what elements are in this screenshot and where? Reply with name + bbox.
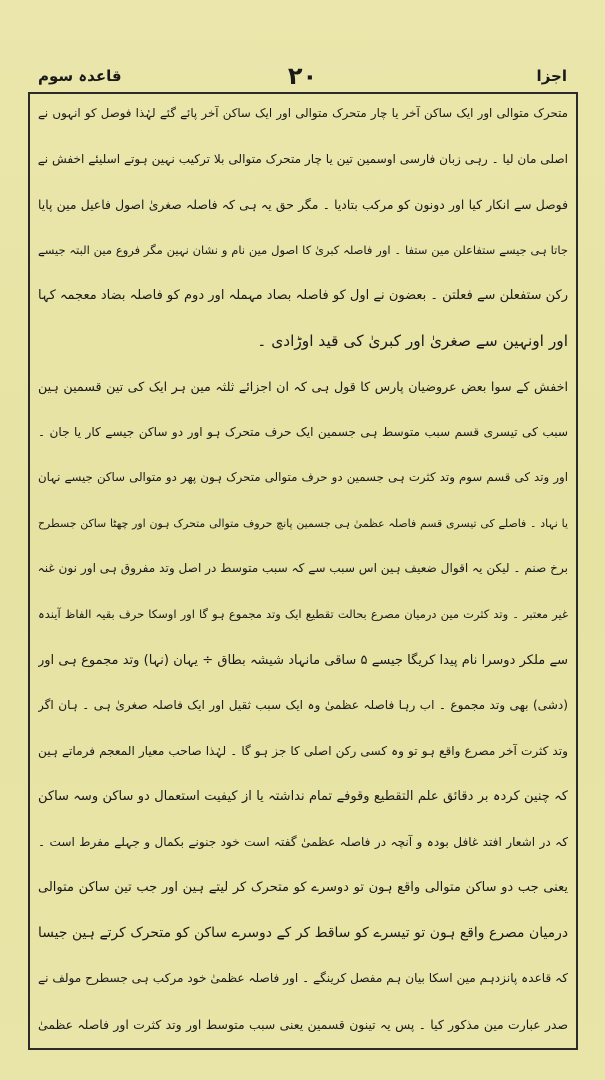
text-line: یعنی جب دو ساکن متوالی واقع ہون تو دوسرے کو متحرک کر لیتے ہین اور جب تین ساکن متوالی (38, 880, 568, 896)
text-line: سے ملکر دوسرا نام پیدا کریگا جیسے ۵ ساقی مانہاد شیشہ بطاق ÷ یہان (نہا) وتد مجموع ہی اور (38, 652, 568, 668)
text-line: اور وتد کی قسم سوم وتد کثرت ہی جسمین دو حرف متوالی متحرک ہون پھر دو متوالی ساکن جیسے نہان (38, 470, 568, 485)
text-frame (28, 92, 578, 1050)
page-header (38, 58, 567, 94)
text-line: درمیان مصرع واقع ہون تو تیسرے کو ساقط کر کے دوسرے ساکن کو متحرک کرتے ہین جیسا (38, 924, 568, 941)
text-line: کہ چنین کردہ بر دقائق علم التقطیع وقوفے تمام نداشتہ یا از کیفیت استعمال دو ساکن وسہ ساکن (38, 789, 568, 805)
text-line: صدر عبارت مین مذکور کیا ۔ پس یہ تینون قسمین یعنی سبب متوسط اور وتد کثرت اور فاصلہ عظمیٰ (38, 1016, 568, 1032)
chapter-title: قاعدہ سوم (38, 67, 122, 85)
text-line: (دشی) بھی وتد مجموع ۔ اب رہا فاصلہ عظمیٰ وہ ایک سبب ثقیل اور ایک فاصلہ صغریٰ ہی ۔ ہان اگر (38, 698, 568, 713)
text-line: کہ در اشعار افتد غافل بودہ و آنچہ در فاصلہ عظمیٰ گفتہ است خود جنونے بکمال و جہلے مفرط است ۔ (38, 834, 568, 849)
text-line: اصلی مان لیا ۔ رہی زبان فارسی اوسمین تین یا چار متحرک متوالی بلا ترکیب نہین ہوتے اسلیئے اخفش نے (38, 151, 568, 166)
text-line: کہ قاعدہ پانزدہم مین اسکا بیان ہم مفصل کرینگے ۔ اور فاصلہ عظمیٰ خود مرکب ہی جسطرح مولف نے (38, 971, 568, 986)
text-line: جاتا ہی جیسے ستفاعلن مین ستفا ۔ اور فاصلہ کبریٰ کا اصول مین نام و نشان نہین مگر فروع مین البتہ جیسے (38, 242, 568, 257)
text-line: رکن ستفعلن سے فعلتن ۔ بعضون نے اول کو فاصلہ بصاد مہملہ اور دوم کو فاصلہ بضاد معجمہ کہا (38, 288, 568, 304)
text-line: سبب کی تیسری قسم سبب متوسط ہی جسمین ایک حرف متحرک ہو اور دو ساکن جیسے کار یا جان ۔ (38, 424, 568, 439)
text-line: یا نہاد ۔ فاصلے کی تیسری قسم فاصلہ عظمیٰ ہی جسمین پانچ حروف متوالی متحرک ہون اور چھٹا ساکن جسطرح (38, 516, 568, 530)
text-line: متحرک متوالی اور ایک ساکن آخر یا چار متحرک متوالی اور ایک ساکن آخر پائے گئے لہٰذا فوصل کو انہوں نے (38, 106, 568, 120)
book-section-title: اجزا (536, 67, 567, 85)
text-line: اخفش کے سوا بعض عروضیان پارس کا قول ہی کہ ان اجزائے ثلثہ مین ہر ایک کی تین قسمین ہین (38, 379, 568, 395)
text-line: فوصل سے انکار کیا اور دونون کو مرکب بتادیا ۔ مگر حق یہ ہی کہ فاصلہ صغریٰ اصول فاعیل مین پایا (38, 197, 568, 213)
page-number: ٢٠ (287, 62, 318, 90)
text-line: برخ صنم ۔ لیکن یہ اقوال ضعیف ہین اس سبب سے کہ سبب متوسط در اصل وتد مفروق ہی اور نون غنہ (38, 561, 568, 576)
text-line: غیر معتبر ۔ وتد کثرت مین درمیان مصرع بحالت تقطیع ایک وتد مجموع ہو گا اور اوسکا حرف بقیہ الفاظ آیندہ (38, 607, 568, 622)
text-line: اور اونہین سے صغریٰ اور کبریٰ کی قید اوڑادی ۔ (257, 331, 568, 350)
text-line: وتد کثرت آخر مصرع واقع ہو تو وہ کسی رکن اصلی کا جز ہو گا ۔ لہٰذا صاحب معیار المعجم فرماتے ہین (38, 743, 568, 758)
